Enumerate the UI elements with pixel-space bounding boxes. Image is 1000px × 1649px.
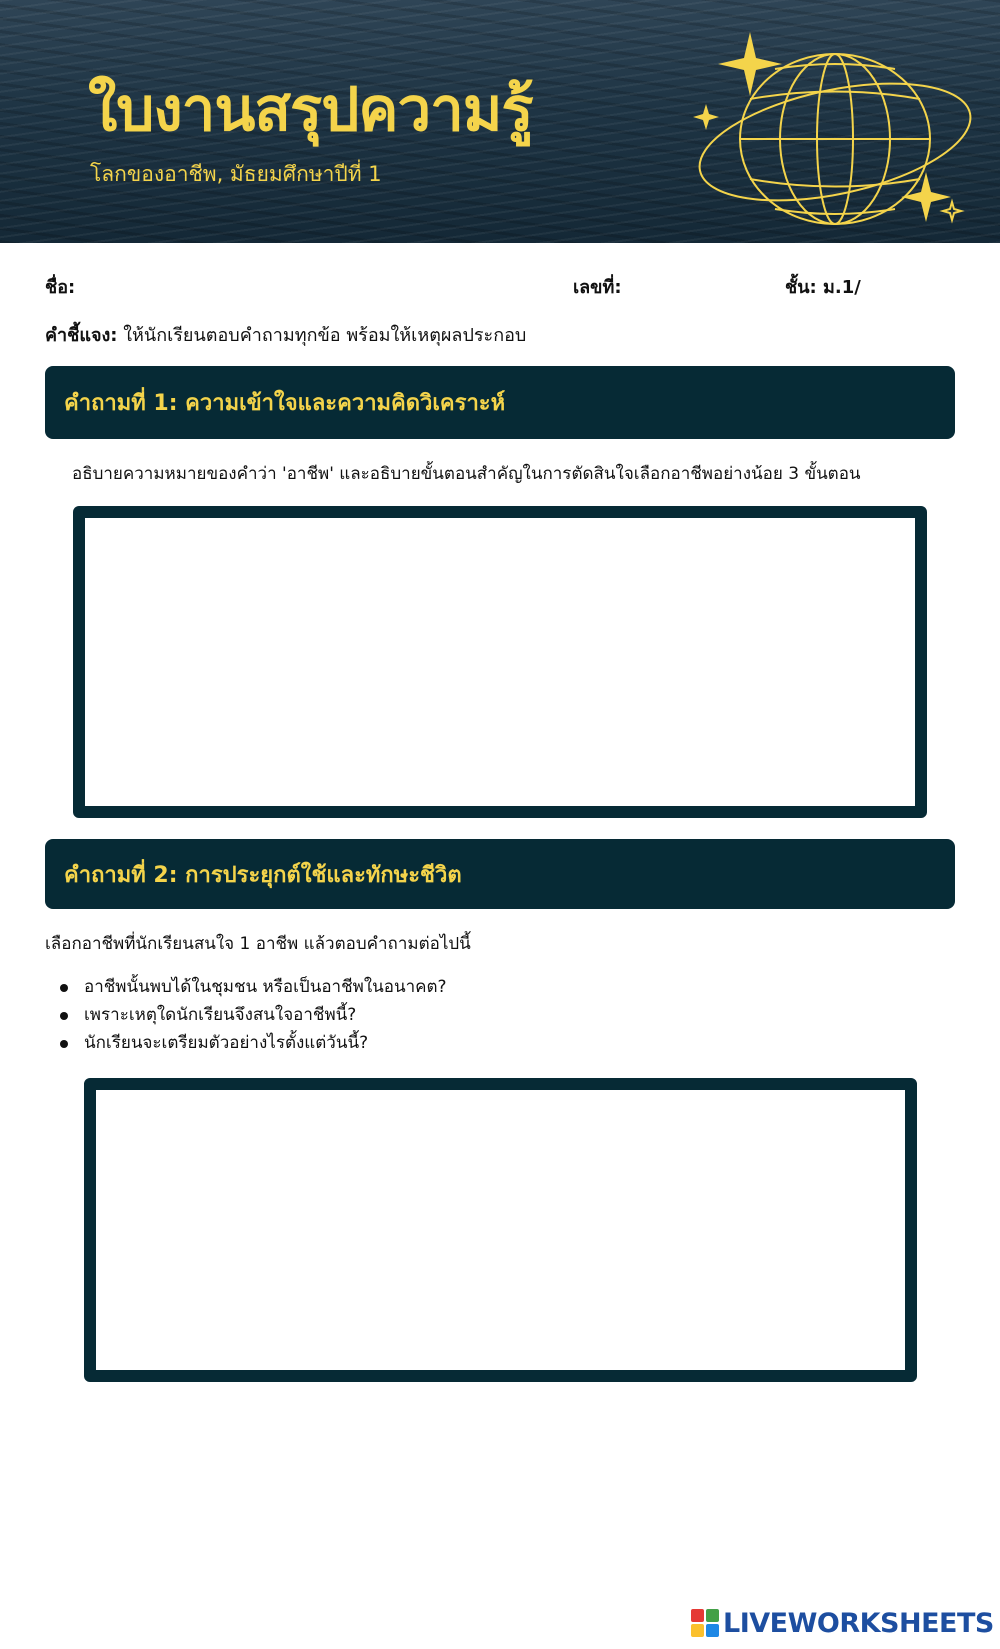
worksheet-subtitle: โลกของอาชีพ, มัธยมศึกษาปีที่ 1: [90, 162, 382, 186]
instructions-text: ให้นักเรียนตอบคำถามทุกข้อ พร้อมให้เหตุผลประกอบ: [117, 325, 527, 346]
liveworksheets-logo-icon: [691, 1609, 719, 1637]
question-2-heading: คำถามที่ 2: การประยุกต์ใช้และทักษะชีวิต: [64, 862, 462, 888]
list-item: นักเรียนจะเตรียมตัวอย่างไรตั้งแต่วันนี้?: [60, 1029, 447, 1057]
question-1-answer-box[interactable]: [73, 506, 927, 818]
header-banner: [0, 0, 1000, 243]
list-item: อาชีพนั้นพบได้ในชุมชน หรือเป็นอาชีพในอนาคต?: [60, 973, 447, 1001]
question-2-bullet-list: [60, 973, 447, 1057]
question-1-prompt: อธิบายความหมายของคำว่า 'อาชีพ' และอธิบายขั้นตอนสำคัญในการตัดสินใจเลือกอาชีพอย่างน้อย 3 ขั้นตอน: [72, 464, 861, 484]
question-2-header: [45, 839, 955, 909]
worksheet-title: ใบงานสรุปความรู้: [88, 75, 533, 145]
instructions-label: คำชี้แจง:: [45, 325, 118, 346]
instructions: [45, 320, 526, 349]
liveworksheets-logo: [691, 1606, 994, 1640]
question-1-header: [45, 366, 955, 439]
question-2-prompt: เลือกอาชีพที่นักเรียนสนใจ 1 อาชีพ แล้วตอบคำถามต่อไปนี้: [45, 934, 471, 954]
logo-text: LIVEWORKSHEETS: [723, 1607, 994, 1639]
class-label: ชั้น: ม.1/: [785, 277, 861, 298]
number-label: เลขที่:: [573, 277, 622, 298]
list-item: เพราะเหตุใดนักเรียนจึงสนใจอาชีพนี้?: [60, 1001, 447, 1029]
question-2-answer-box[interactable]: [84, 1078, 917, 1382]
name-label: ชื่อ:: [45, 277, 76, 298]
question-1-heading: คำถามที่ 1: ความเข้าใจและความคิดวิเคราะห์: [64, 391, 506, 416]
globe-sparkle-icon: [690, 24, 980, 236]
